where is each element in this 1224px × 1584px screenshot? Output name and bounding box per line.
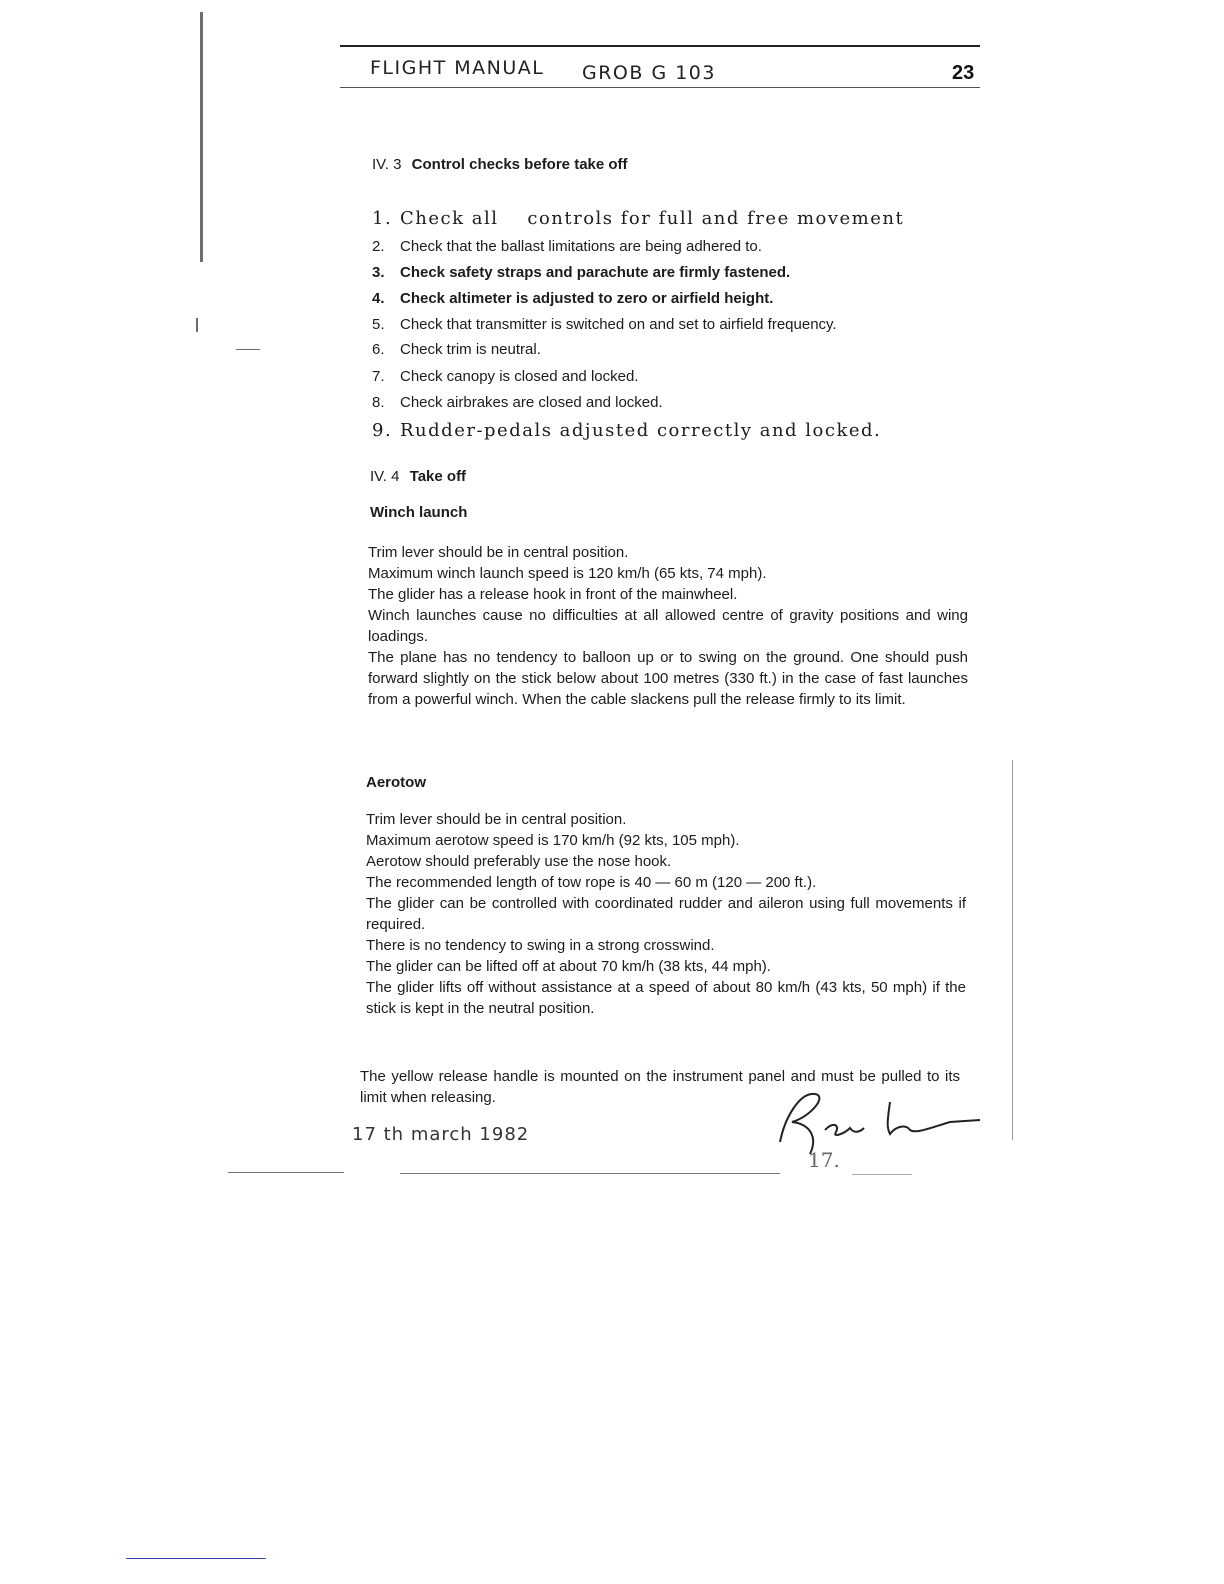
checklist-item <box>372 341 541 358</box>
paragraph-line: Trim lever should be in central position. <box>368 544 629 561</box>
section-heading-take-off <box>370 468 466 485</box>
scan-margin-mark <box>200 12 203 262</box>
checklist-item <box>372 290 773 307</box>
winch-launch-text <box>368 542 968 710</box>
checklist-item <box>372 394 663 411</box>
checklist-item-text: Rudder-pedals adjusted correctly and locked. <box>400 420 882 441</box>
paragraph-line: The recommended length of tow rope is 40 — 60 m (120 — 200 ft.). <box>366 874 817 891</box>
subheading-winch-launch: Winch launch <box>370 504 468 521</box>
checklist-item-number: 3. <box>372 264 385 281</box>
aircraft-model: GROB G 103 <box>582 62 716 84</box>
checklist-item-number: 6. <box>372 341 385 358</box>
paragraph-line: Winch launches cause no difficulties at all allowed centre of gravity positions and wing loadings. <box>368 607 968 645</box>
checklist-item-text: Check all controls for full and free movement <box>400 208 905 229</box>
paragraph-line: Maximum aerotow speed is 170 km/h (92 kts, 105 mph). <box>366 832 740 849</box>
checklist-item-text: Check trim is neutral. <box>400 341 541 358</box>
scan-margin-mark <box>1012 760 1013 1140</box>
footnote-separator <box>126 1558 266 1559</box>
paragraph-line: Trim lever should be in central position. <box>366 811 627 828</box>
section-number: IV. 4 <box>370 468 400 485</box>
signature-stamp-text: 17. <box>808 1148 840 1172</box>
checklist-item-text: Check canopy is closed and locked. <box>400 368 639 385</box>
footer-rule <box>852 1174 912 1175</box>
paragraph-line: The glider lifts off without assistance at a speed of about 80 km/h (43 kts, 50 mph) if the stick is kept in the neutral position. <box>366 979 966 1017</box>
checklist-item <box>372 316 837 333</box>
paragraph-line: The plane has no tendency to balloon up or to swing on the ground. One should push forward slightly on the stick below about 100 metres (330 ft.) in the case of fast launches from a powerful winch. When the cable slackens pull the release firmly to its limit. <box>368 649 968 708</box>
checklist-item <box>372 264 790 281</box>
section-title: Control checks before take off <box>411 156 628 173</box>
checklist-item-number: 5. <box>372 316 385 333</box>
paragraph-line: Aerotow should preferably use the nose hook. <box>366 853 672 870</box>
checklist-item-text: Check that the ballast limitations are being adhered to. <box>400 238 762 255</box>
footer-rule <box>400 1173 780 1174</box>
signature-image <box>740 1082 990 1172</box>
checklist-item-number: 2. <box>372 238 385 255</box>
paragraph-line: There is no tendency to swing in a strong crosswind. <box>366 937 715 954</box>
checklist-item-number: 7. <box>372 368 385 385</box>
header-top-rule <box>340 45 980 47</box>
scan-margin-mark <box>196 318 198 332</box>
paragraph-line: The glider can be lifted off at about 70 km/h (38 kts, 44 mph). <box>366 958 771 975</box>
issue-date: 17 th march 1982 <box>352 1124 530 1145</box>
checklist-item-number: 1. <box>372 208 393 229</box>
checklist-item-number: 9. <box>372 420 393 441</box>
checklist-item-text: Check airbrakes are closed and locked. <box>400 394 663 411</box>
manual-title: FLIGHT MANUAL <box>370 57 545 79</box>
subheading-aerotow: Aerotow <box>366 774 426 791</box>
paragraph-line: Maximum winch launch speed is 120 km/h (65 kts, 74 mph). <box>368 565 767 582</box>
footer-rule <box>228 1172 344 1173</box>
paragraph-line: The glider can be controlled with coordinated rudder and aileron using full movements if required. <box>366 895 966 933</box>
scan-margin-mark <box>236 349 260 350</box>
checklist-item-number: 4. <box>372 290 385 307</box>
aerotow-text <box>366 809 966 1019</box>
checklist-item <box>372 420 881 441</box>
checklist-item-text: Check altimeter is adjusted to zero or airfield height. <box>400 290 774 307</box>
checklist-item-number: 8. <box>372 394 385 411</box>
paragraph-line: The glider has a release hook in front of the mainwheel. <box>368 586 738 603</box>
section-number: IV. 3 <box>372 156 402 173</box>
checklist-item <box>372 208 904 229</box>
release-handle-note: The yellow release handle is mounted on the instrument panel and must be pulled to its limit when releasing. <box>360 1068 960 1106</box>
checklist-item-text: Check that transmitter is switched on and set to airfield frequency. <box>400 316 837 333</box>
page-number: 23 <box>952 62 975 84</box>
section-heading-control-checks <box>372 156 628 173</box>
checklist-item <box>372 238 762 255</box>
header-bottom-rule <box>340 87 980 88</box>
checklist-item <box>372 368 638 385</box>
section-title: Take off <box>409 468 467 485</box>
checklist-item-text: Check safety straps and parachute are firmly fastened. <box>400 264 791 281</box>
